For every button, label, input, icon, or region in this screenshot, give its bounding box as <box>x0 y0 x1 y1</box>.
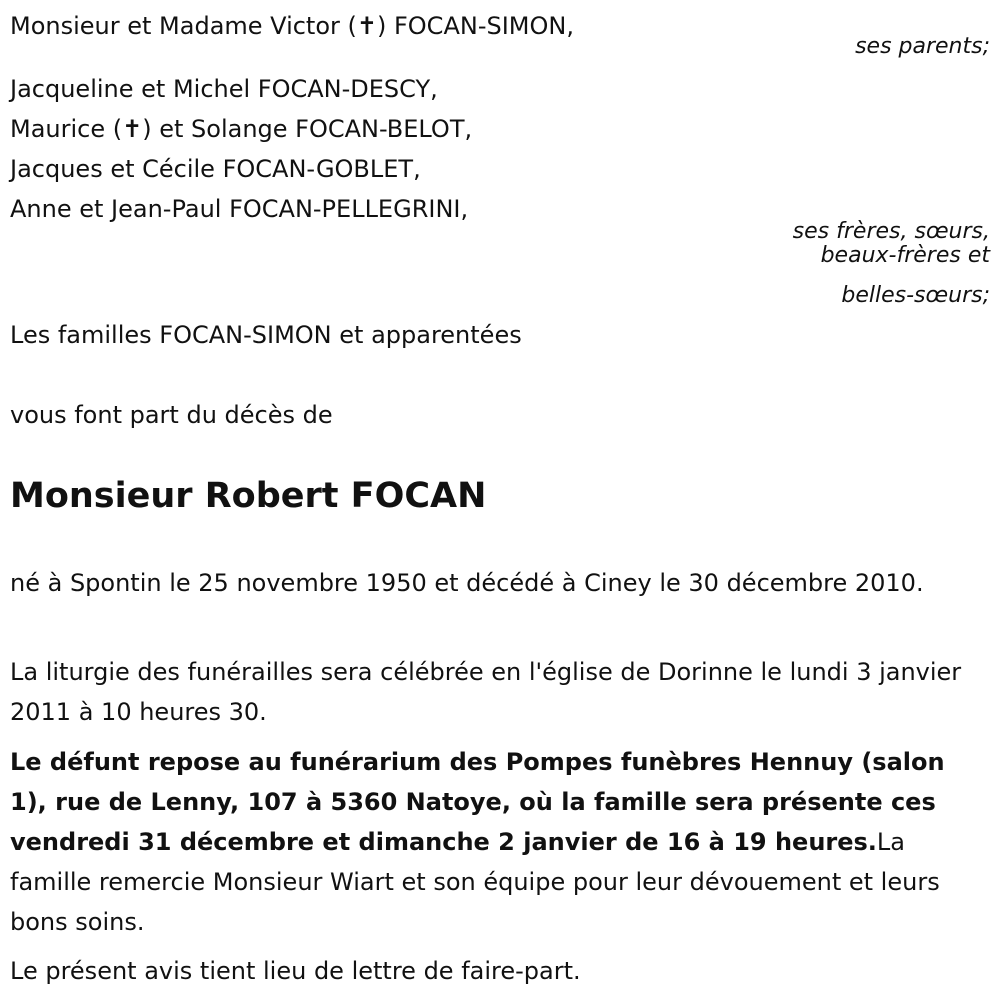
sibling-line: Jacques et Cécile FOCAN-GOBLET, <box>10 155 421 183</box>
announce-line: vous font part du décès de <box>10 401 333 429</box>
liturgy-paragraph: La liturgie des funérailles sera célébrée en l'église de Dorinne le lundi 3 janvier 2011 à 10 heures 30. <box>10 658 962 726</box>
families-line: Les familles FOCAN-SIMON et apparentées <box>10 321 522 349</box>
siblings-role-line: belles-sœurs; <box>841 283 990 308</box>
parents-line: Monsieur et Madame Victor (✝) FOCAN-SIMON, <box>10 12 574 40</box>
birth-death-paragraph: né à Spontin le 25 novembre 1950 et décédé à Ciney le 30 décembre 2010. <box>10 569 924 597</box>
parents-role: ses parents; <box>855 34 990 59</box>
thanks-text: La famille remercie Monsieur Wiart et son équipe pour leur dévouement et leurs bons soins. <box>10 828 940 936</box>
siblings-role-line: beaux-frères et <box>820 243 990 268</box>
deceased-name: Monsieur Robert FOCAN <box>10 476 487 516</box>
sibling-line: Anne et Jean-Paul FOCAN-PELLEGRINI, <box>10 195 469 223</box>
repose-paragraph <box>10 742 988 942</box>
repose-bold-text: Le défunt repose au funérarium des Pompes funèbres Hennuy (salon 1), rue de Lenny, 107 à 5360 Natoye, où la famille sera présente ces vendredi 31 décembre et dimanche 2 janvier de 16 à 19 heures. <box>10 748 945 856</box>
siblings-role-line: ses frères, sœurs, <box>792 219 990 244</box>
closing-line: Le présent avis tient lieu de lettre de faire-part. <box>10 957 581 985</box>
sibling-line: Jacqueline et Michel FOCAN-DESCY, <box>10 75 438 103</box>
death-notice <box>10 0 990 1006</box>
sibling-line: Maurice (✝) et Solange FOCAN-BELOT, <box>10 115 473 143</box>
